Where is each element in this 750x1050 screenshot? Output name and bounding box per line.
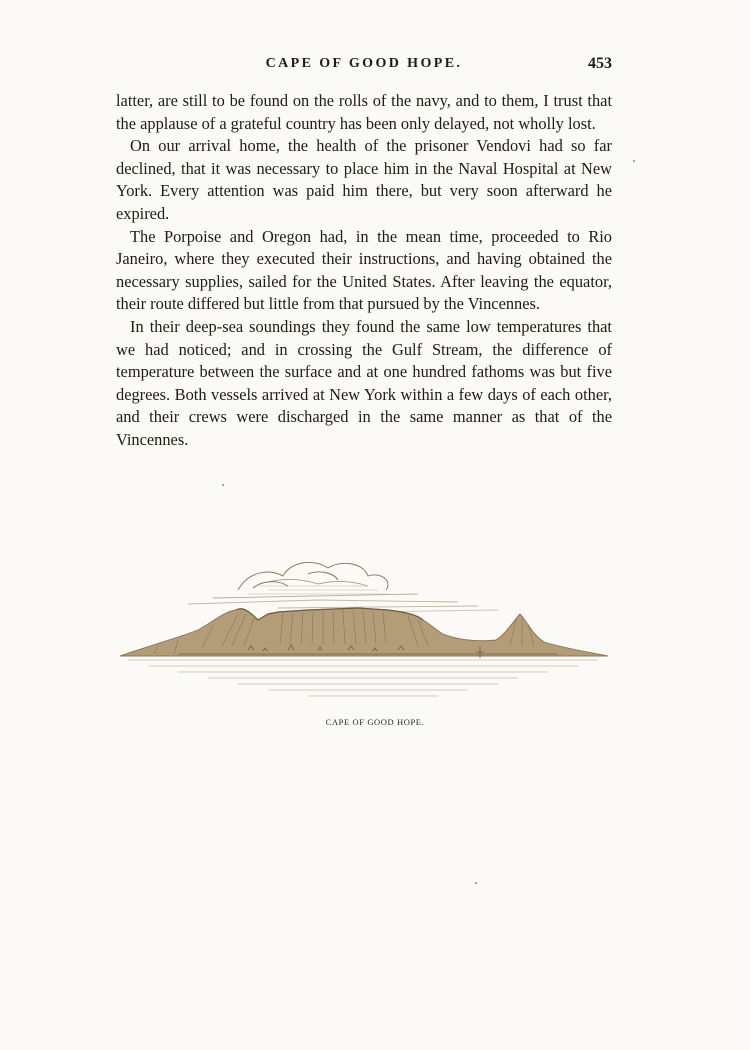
paragraph-soundings: In their deep-sea soundings they found the same low temperatures that we had noticed; and in crossing the Gulf Stream, the difference of temperature between the surface and at one hundred fathoms was but five degrees. Both vessels arrived at New York within a few days of each other, and their crews were discharged in the same manner as that of the Vincennes.: [116, 316, 612, 449]
engraving-cape-of-good-hope: [118, 550, 610, 710]
paragraph-vendovi: On our arrival home, the health of the prisoner Vendovi had so far declined, that it was necessary to place him in the Naval Hospital at New York. Every attention was paid him there, but very soon afterward he expired.: [116, 136, 612, 223]
running-title: CAPE OF GOOD HOPE.: [265, 56, 463, 71]
water: [128, 660, 598, 696]
page-number: 453: [588, 55, 612, 72]
running-head: [116, 56, 612, 78]
paper-speck: [222, 484, 224, 486]
clouds: [188, 562, 498, 612]
paragraph-continued: latter, are still to be found on the rolls of the navy, and to them, I trust that the applause of a grateful country has been only delayed, not wholly lost.: [116, 91, 612, 133]
cloud-hatching: [248, 586, 388, 594]
engraving-svg: [118, 550, 610, 710]
paragraph-porpoise-oregon: The Porpoise and Oregon had, in the mean time, proceeded to Rio Janeiro, where they executed their instructions, and having obtained the necessary supplies, sailed for the United States. After leaving the equator, their route differed but little from that pursued by the Vincennes.: [116, 226, 612, 314]
table-mountain: [120, 608, 608, 656]
paper-speck: [475, 882, 477, 884]
figure-caption: CAPE OF GOOD HOPE.: [325, 717, 425, 727]
body-text: [116, 90, 612, 452]
paper-speck: [633, 160, 635, 162]
